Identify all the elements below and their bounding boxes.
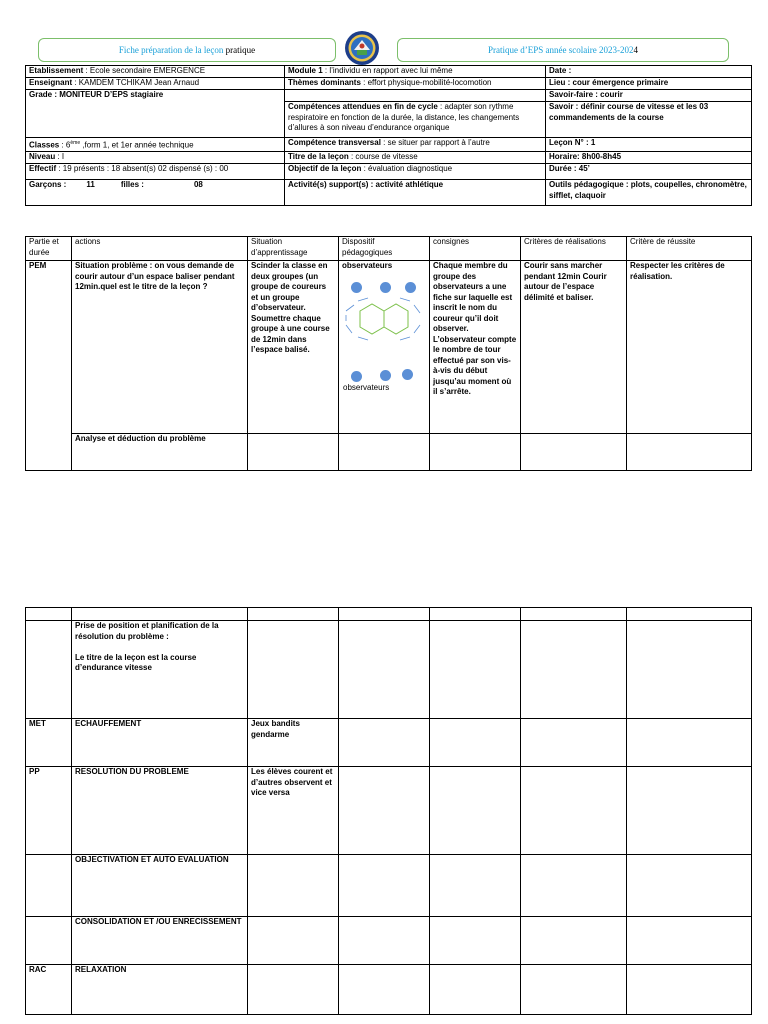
empty-cell [339, 434, 430, 471]
empty-cell [627, 434, 752, 471]
pem-consignes: Chaque membre du groupe des observateurs a une fiche sur laquelle est inscrit le nom du coureur qu’il doit observer. L’observateur compte le nombre de tour effectué par son vis-à-vis du début jusqu’au moment où il s’arrête. [430, 261, 521, 434]
header-left-title-text: Fiche préparation de la leçon [118, 45, 224, 55]
empty-cell [339, 608, 430, 621]
pem-criteres-realisation: Courir sans marcher pendant 12min Courir autour de l’espace délimité et baliser. [521, 261, 627, 434]
themes-cell: Thèmes dominants : effort physique-mobilité-locomotion [285, 78, 546, 90]
competences-cell: Compétences attendues en fin de cycle : adapter son rythme respiratoire en fonction de la durée, la distance, les changements d’allures à son niveau d’endurance organique [285, 102, 546, 138]
rac-part: RAC [26, 965, 72, 1015]
header-right-title-text: Pratique d’EPS année scolaire 2023-202 [488, 45, 634, 55]
lesson-info-table [25, 65, 752, 206]
met-situation: Jeux bandits gendarme [248, 719, 339, 767]
header-situation: Situation d’apprentissage [248, 237, 339, 261]
empty-cell [339, 855, 430, 917]
observateurs-top-label: observateurs [342, 261, 393, 270]
niveau-cell: Niveau : I [26, 152, 285, 164]
grade-cell: Grade : MONITEUR D’EPS stagiaire [26, 90, 285, 138]
empty-cell [339, 719, 430, 767]
empty-cell [26, 855, 72, 917]
empty-cell [339, 767, 430, 855]
module-cell: Module 1 : l’individu en rapport avec lui même [285, 66, 546, 78]
empty-cell [72, 608, 248, 621]
header-partie: Partie et durée [26, 237, 72, 261]
met-part: MET [26, 719, 72, 767]
empty-cell [248, 608, 339, 621]
empty-cell [627, 917, 752, 965]
empty-cell [339, 621, 430, 719]
empty-cell [521, 719, 627, 767]
header-left-title [38, 38, 336, 62]
empty-cell [430, 965, 521, 1015]
header-actions: actions [72, 237, 248, 261]
observer-dot [405, 282, 416, 293]
empty-cell [430, 855, 521, 917]
classes-cell: Classes : 6ème ,form 1, et 1er année technique [26, 138, 285, 152]
empty-cell [521, 434, 627, 471]
empty-cell [26, 621, 72, 719]
empty-cell [26, 917, 72, 965]
empty-cell [521, 917, 627, 965]
duree-cell: Durée : 45’ [546, 164, 752, 180]
date-cell: Date : [546, 66, 752, 78]
header-consignes: consignes [430, 237, 521, 261]
header-criteres-realisation: Critères de réalisations [521, 237, 627, 261]
header-right-title-suffix: 4 [633, 45, 638, 55]
rac-action: RELAXATION [72, 965, 248, 1015]
pp-action: RESOLUTION DU PROBLEME [72, 767, 248, 855]
titre-lecon-cell: Titre de la leçon : course de vitesse [285, 152, 546, 164]
running-track-hexagons [344, 297, 424, 359]
observateurs-bottom-label: observateurs [343, 383, 390, 392]
met-action: ECHAUFFEMENT [72, 719, 248, 767]
empty-cell [248, 621, 339, 719]
empty-cell [430, 767, 521, 855]
header-critere-reussite: Critère de réussite [627, 237, 752, 261]
empty-cell [339, 965, 430, 1015]
header-dispositif: Dispositif pédagogiques [339, 237, 430, 261]
pem-action: Situation problème : on vous demande de courir autour d’un espace baliser pendant 12min.quel est le titre de la leçon ? [72, 261, 248, 434]
empty-cell [430, 621, 521, 719]
savoir-faire-cell: Savoir-faire : courir [546, 90, 752, 102]
lesson-plan-table-part1 [25, 236, 752, 471]
empty-cell [521, 621, 627, 719]
empty-cell [430, 608, 521, 621]
enseignant-cell: Enseignant : KAMDEM TCHIKAM Jean Arnaud [26, 78, 285, 90]
empty-cell [627, 719, 752, 767]
pem-situation: Scinder la classe en deux groupes (un groupe de coureurs et un groupe d’observateur. Soumettre chaque groupe à une course de 12min dans l’espace balisé. [248, 261, 339, 434]
observer-dot [380, 282, 391, 293]
observer-dot [351, 282, 362, 293]
garcons-filles-cell: Garçons : 11 filles : 08 [26, 180, 285, 206]
empty-cell [339, 917, 430, 965]
objectif-cell: Objectif de la leçon : évaluation diagnostique [285, 164, 546, 180]
empty-cell [627, 767, 752, 855]
empty-cell [248, 434, 339, 471]
pp-part: PP [26, 767, 72, 855]
empty-cell [248, 965, 339, 1015]
empty-cell [627, 608, 752, 621]
analyse-action: Analyse et déduction du problème [72, 434, 248, 471]
pem-critere-reussite: Respecter les critères de réalisation. [627, 261, 752, 434]
school-logo [344, 30, 380, 66]
observer-dot [351, 371, 362, 382]
header-left-title-suffix: pratique [225, 45, 256, 55]
observer-dot [402, 369, 413, 380]
empty-cell [627, 855, 752, 917]
empty-cell [521, 767, 627, 855]
pp-situation: Les élèves courent et d’autres observent et vice versa [248, 767, 339, 855]
header-right-title [397, 38, 729, 62]
dispositif-diagram [342, 261, 426, 397]
prise-position-action: Prise de position et planification de la résolution du problème : Le titre de la leçon est la course d’endurance vitesse [72, 621, 248, 719]
outils-cell: Outils pédagogique : plots, coupelles, chronomètre, sifflet, claquoir [546, 180, 752, 206]
empty-cell [430, 917, 521, 965]
horaire-cell: Horaire: 8h00-8h45 [546, 152, 752, 164]
effectif-cell: Effectif : 19 présents : 18 absent(s) 02 dispensé (s) : 00 [26, 164, 285, 180]
empty-cell [521, 608, 627, 621]
empty-cell [430, 434, 521, 471]
observer-dot [380, 370, 391, 381]
empty-cell [521, 965, 627, 1015]
etablissement-cell: Etablissement : Ecole secondaire EMERGENCE [26, 66, 285, 78]
consolidation-action: CONSOLIDATION ET /OU ENRECISSEMENT [72, 917, 248, 965]
competence-transversal-cell: Compétence transversal : se situer par rapport à l’autre [285, 138, 546, 152]
empty-cell [521, 855, 627, 917]
pem-dispositif [339, 261, 430, 434]
lesson-plan-table-part2 [25, 607, 752, 1015]
pem-part: PEM [26, 261, 72, 471]
activites-cell: Activité(s) support(s) : activité athlétique [285, 180, 546, 206]
objectivation-action: OBJECTIVATION ET AUTO EVALUATION [72, 855, 248, 917]
empty-cell [627, 621, 752, 719]
empty-cell [627, 965, 752, 1015]
empty-cell [26, 608, 72, 621]
lieu-cell: Lieu : cour émergence primaire [546, 78, 752, 90]
empty-cell [248, 917, 339, 965]
lecon-number-cell: Leçon N° : 1 [546, 138, 752, 152]
empty-cell [430, 719, 521, 767]
empty-cell [248, 855, 339, 917]
empty-cell [285, 90, 546, 102]
savoir-cell: Savoir : définir course de vitesse et les 03 commandements de la course [546, 102, 752, 138]
titre-lecon-note: Le titre de la leçon est la course d’endurance vitesse [75, 652, 197, 672]
